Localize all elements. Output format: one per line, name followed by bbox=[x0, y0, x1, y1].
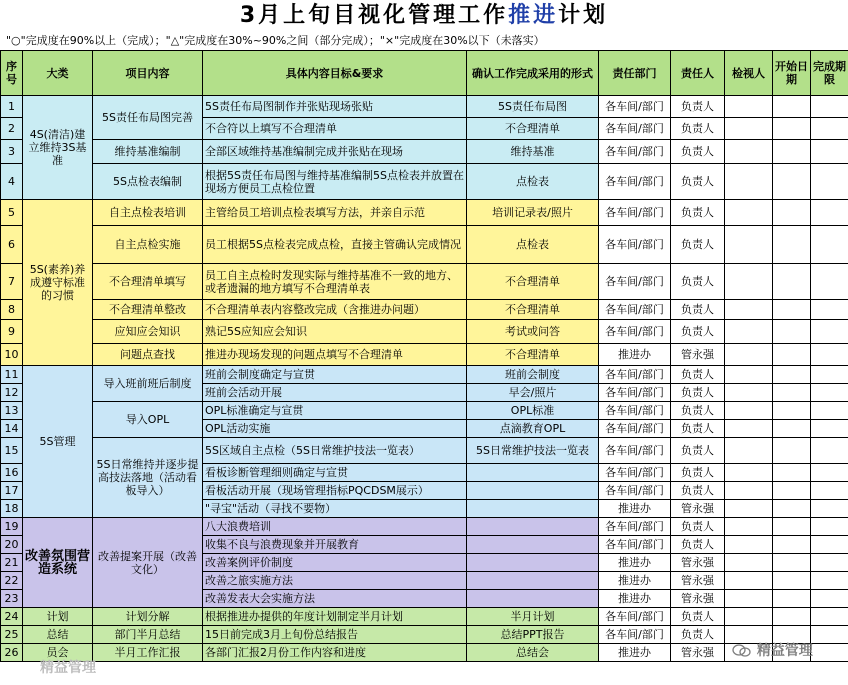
person-cell: 负责人 bbox=[671, 118, 725, 140]
reviewer-cell bbox=[725, 366, 773, 384]
deadline-cell bbox=[811, 118, 848, 140]
detail-cell: 根据推进办提供的年度计划制定半月计划 bbox=[203, 608, 467, 626]
start-date-cell bbox=[773, 344, 811, 366]
detail-cell: 15日前完成3月上旬份总结报告 bbox=[203, 626, 467, 644]
deadline-cell bbox=[811, 626, 848, 644]
start-date-cell bbox=[773, 226, 811, 264]
header-category: 大类 bbox=[23, 51, 93, 96]
form-cell: 半月计划 bbox=[467, 608, 599, 626]
item-cell: 改善提案开展（改善文化） bbox=[93, 518, 203, 608]
person-cell: 负责人 bbox=[671, 384, 725, 402]
deadline-cell bbox=[811, 226, 848, 264]
form-cell bbox=[467, 536, 599, 554]
reviewer-cell bbox=[725, 420, 773, 438]
person-cell: 负责人 bbox=[671, 200, 725, 226]
detail-cell: 推进办现场发现的问题点填写不合理清单 bbox=[203, 344, 467, 366]
reviewer-cell bbox=[725, 264, 773, 300]
dept-cell: 各车间/部门 bbox=[599, 140, 671, 164]
item-cell: 半月工作汇报 bbox=[93, 644, 203, 662]
deadline-cell bbox=[811, 164, 848, 200]
dept-cell: 各车间/部门 bbox=[599, 402, 671, 420]
title-text: 3月上旬目视化管理工作 bbox=[239, 3, 509, 28]
deadline-cell bbox=[811, 518, 848, 536]
table-row bbox=[1, 140, 848, 164]
start-date-cell bbox=[773, 482, 811, 500]
form-cell: 不合理清单 bbox=[467, 300, 599, 320]
row-no: 9 bbox=[1, 320, 23, 344]
reviewer-cell bbox=[725, 608, 773, 626]
reviewer-cell bbox=[725, 320, 773, 344]
form-cell: 点检表 bbox=[467, 164, 599, 200]
item-cell: 不合理清单填写 bbox=[93, 264, 203, 300]
item-cell: 不合理清单整改 bbox=[93, 300, 203, 320]
dept-cell: 各车间/部门 bbox=[599, 320, 671, 344]
deadline-cell bbox=[811, 536, 848, 554]
dept-cell: 各车间/部门 bbox=[599, 464, 671, 482]
reviewer-cell bbox=[725, 164, 773, 200]
detail-cell: 看板诊断管理细则确定与宣贯 bbox=[203, 464, 467, 482]
dept-cell: 各车间/部门 bbox=[599, 420, 671, 438]
form-cell bbox=[467, 464, 599, 482]
person-cell: 负责人 bbox=[671, 300, 725, 320]
row-no: 18 bbox=[1, 500, 23, 518]
deadline-cell bbox=[811, 464, 848, 482]
detail-cell: 各部门汇报2月份工作内容和进度 bbox=[203, 644, 467, 662]
deadline-cell bbox=[811, 384, 848, 402]
person-cell: 管永强 bbox=[671, 554, 725, 572]
form-cell: 不合理清单 bbox=[467, 344, 599, 366]
title-suffix: 计划 bbox=[558, 3, 609, 28]
row-no: 8 bbox=[1, 300, 23, 320]
start-date-cell bbox=[773, 200, 811, 226]
row-no: 23 bbox=[1, 590, 23, 608]
header-person: 责任人 bbox=[671, 51, 725, 96]
person-cell: 负责人 bbox=[671, 536, 725, 554]
table-row bbox=[1, 164, 848, 200]
deadline-cell bbox=[811, 608, 848, 626]
deadline-cell bbox=[811, 366, 848, 384]
form-cell bbox=[467, 518, 599, 536]
detail-cell: 改善案例评价制度 bbox=[203, 554, 467, 572]
form-cell: 维持基准 bbox=[467, 140, 599, 164]
reviewer-cell bbox=[725, 464, 773, 482]
detail-cell: OPL标准确定与宣贯 bbox=[203, 402, 467, 420]
start-date-cell bbox=[773, 164, 811, 200]
row-no: 13 bbox=[1, 402, 23, 420]
row-no: 21 bbox=[1, 554, 23, 572]
item-cell: 应知应会知识 bbox=[93, 320, 203, 344]
item-cell: 自主点检表培训 bbox=[93, 200, 203, 226]
row-no: 1 bbox=[1, 96, 23, 118]
reviewer-cell bbox=[725, 500, 773, 518]
person-cell: 负责人 bbox=[671, 96, 725, 118]
detail-cell: 看板活动开展（现场管理指标PQCDSM展示） bbox=[203, 482, 467, 500]
dept-cell: 推进办 bbox=[599, 644, 671, 662]
header-form: 确认工作完成采用的形式 bbox=[467, 51, 599, 96]
row-no: 10 bbox=[1, 344, 23, 366]
person-cell: 负责人 bbox=[671, 366, 725, 384]
reviewer-cell bbox=[725, 140, 773, 164]
dept-cell: 各车间/部门 bbox=[599, 438, 671, 464]
detail-cell: 熟记5S应知应会知识 bbox=[203, 320, 467, 344]
page-title bbox=[0, 0, 848, 32]
deadline-cell bbox=[811, 200, 848, 226]
form-cell bbox=[467, 590, 599, 608]
start-date-cell bbox=[773, 264, 811, 300]
start-date-cell bbox=[773, 140, 811, 164]
start-date-cell bbox=[773, 366, 811, 384]
form-cell: 点检表 bbox=[467, 226, 599, 264]
deadline-cell bbox=[811, 554, 848, 572]
person-cell: 负责人 bbox=[671, 226, 725, 264]
table-row bbox=[1, 344, 848, 366]
person-cell: 管永强 bbox=[671, 590, 725, 608]
detail-cell: 收集不良与浪费现象并开展教育 bbox=[203, 536, 467, 554]
row-no: 15 bbox=[1, 438, 23, 464]
dept-cell: 各车间/部门 bbox=[599, 366, 671, 384]
item-cell: 部门半月总结 bbox=[93, 626, 203, 644]
dept-cell: 推进办 bbox=[599, 500, 671, 518]
form-cell: 不合理清单 bbox=[467, 264, 599, 300]
person-cell: 负责人 bbox=[671, 320, 725, 344]
detail-cell: 班前会活动开展 bbox=[203, 384, 467, 402]
detail-cell: "寻宝"活动（寻找不要物） bbox=[203, 500, 467, 518]
deadline-cell bbox=[811, 264, 848, 300]
plan-table bbox=[0, 50, 848, 662]
start-date-cell bbox=[773, 554, 811, 572]
person-cell: 负责人 bbox=[671, 626, 725, 644]
detail-cell: 5S区域自主点检（5S日常维护技法一览表） bbox=[203, 438, 467, 464]
detail-cell: 不合理清单表内容整改完成（含推进办问题） bbox=[203, 300, 467, 320]
reviewer-cell bbox=[725, 118, 773, 140]
watermark-right bbox=[732, 640, 813, 660]
dept-cell: 各车间/部门 bbox=[599, 536, 671, 554]
start-date-cell bbox=[773, 96, 811, 118]
table-row bbox=[1, 320, 848, 344]
start-date-cell bbox=[773, 572, 811, 590]
detail-cell: 班前会制度确定与宣贯 bbox=[203, 366, 467, 384]
category-cell: 5S(素养)养成遵守标准的习惯 bbox=[23, 200, 93, 366]
start-date-cell bbox=[773, 402, 811, 420]
title-highlight: 推进 bbox=[508, 3, 559, 28]
row-no: 26 bbox=[1, 644, 23, 662]
header-dept: 责任部门 bbox=[599, 51, 671, 96]
deadline-cell bbox=[811, 96, 848, 118]
dept-cell: 各车间/部门 bbox=[599, 384, 671, 402]
row-no: 14 bbox=[1, 420, 23, 438]
deadline-cell bbox=[811, 300, 848, 320]
header-reviewer: 检视人 bbox=[725, 51, 773, 96]
deadline-cell bbox=[811, 438, 848, 464]
dept-cell: 各车间/部门 bbox=[599, 300, 671, 320]
category-cell: 4S(清洁)建立维持3S基准 bbox=[23, 96, 93, 200]
deadline-cell bbox=[811, 402, 848, 420]
reviewer-cell bbox=[725, 482, 773, 500]
dept-cell: 各车间/部门 bbox=[599, 264, 671, 300]
detail-cell: 员工自主点检时发现实际与维持基准不一致的地方、或者遗漏的地方填写不合理清单表 bbox=[203, 264, 467, 300]
person-cell: 管永强 bbox=[671, 500, 725, 518]
reviewer-cell bbox=[725, 384, 773, 402]
person-cell: 负责人 bbox=[671, 420, 725, 438]
detail-cell: 改善发表大会实施方法 bbox=[203, 590, 467, 608]
dept-cell: 推进办 bbox=[599, 344, 671, 366]
start-date-cell bbox=[773, 536, 811, 554]
wechat-icon bbox=[732, 644, 752, 658]
table-row bbox=[1, 626, 848, 644]
category-cell: 总结 bbox=[23, 626, 93, 644]
row-no: 4 bbox=[1, 164, 23, 200]
watermark-right-text: 精益管理 bbox=[756, 643, 813, 659]
category-cell: 员会 bbox=[23, 644, 93, 662]
form-cell: 不合理清单 bbox=[467, 118, 599, 140]
row-no: 24 bbox=[1, 608, 23, 626]
start-date-cell bbox=[773, 438, 811, 464]
reviewer-cell bbox=[725, 402, 773, 420]
header-start-date: 开始日期 bbox=[773, 51, 811, 96]
header-item: 项目内容 bbox=[93, 51, 203, 96]
row-no: 2 bbox=[1, 118, 23, 140]
form-cell bbox=[467, 500, 599, 518]
person-cell: 负责人 bbox=[671, 264, 725, 300]
table-row bbox=[1, 96, 848, 118]
detail-cell: 不合符以上填写不合理清单 bbox=[203, 118, 467, 140]
start-date-cell bbox=[773, 384, 811, 402]
form-cell: 总结会 bbox=[467, 644, 599, 662]
row-no: 17 bbox=[1, 482, 23, 500]
reviewer-cell bbox=[725, 536, 773, 554]
dept-cell: 各车间/部门 bbox=[599, 118, 671, 140]
dept-cell: 各车间/部门 bbox=[599, 164, 671, 200]
detail-cell: 员工根据5S点检表完成点检，直接主管确认完成情况 bbox=[203, 226, 467, 264]
category-cell: 5S管理 bbox=[23, 366, 93, 518]
dept-cell: 推进办 bbox=[599, 590, 671, 608]
row-no: 6 bbox=[1, 226, 23, 264]
deadline-cell bbox=[811, 644, 848, 662]
person-cell: 负责人 bbox=[671, 482, 725, 500]
deadline-cell bbox=[811, 590, 848, 608]
row-no: 5 bbox=[1, 200, 23, 226]
detail-cell: 5S责任布局图制作并张贴现场张贴 bbox=[203, 96, 467, 118]
dept-cell: 各车间/部门 bbox=[599, 226, 671, 264]
deadline-cell bbox=[811, 320, 848, 344]
row-no: 11 bbox=[1, 366, 23, 384]
deadline-cell bbox=[811, 482, 848, 500]
detail-cell: 根据5S责任布局图与维持基准编制5S点检表并放置在现场方便员工点检位置 bbox=[203, 164, 467, 200]
row-no: 25 bbox=[1, 626, 23, 644]
reviewer-cell bbox=[725, 300, 773, 320]
category-cell: 计划 bbox=[23, 608, 93, 626]
form-cell: 点滴教育OPL bbox=[467, 420, 599, 438]
detail-cell: 主管给员工培训点检表填写方法，并亲自示范 bbox=[203, 200, 467, 226]
person-cell: 负责人 bbox=[671, 518, 725, 536]
deadline-cell bbox=[811, 500, 848, 518]
deadline-cell bbox=[811, 140, 848, 164]
deadline-cell bbox=[811, 572, 848, 590]
dept-cell: 各车间/部门 bbox=[599, 518, 671, 536]
item-cell: 导入班前班后制度 bbox=[93, 366, 203, 402]
header-detail: 具体内容目标&要求 bbox=[203, 51, 467, 96]
table-row bbox=[1, 366, 848, 384]
reviewer-cell bbox=[725, 200, 773, 226]
dept-cell: 各车间/部门 bbox=[599, 96, 671, 118]
dept-cell: 各车间/部门 bbox=[599, 608, 671, 626]
reviewer-cell bbox=[725, 554, 773, 572]
detail-cell: 全部区域维持基准编制完成并张贴在现场 bbox=[203, 140, 467, 164]
item-cell: 5S日常维持并逐步提高技法落地（活动看板导入） bbox=[93, 438, 203, 518]
row-no: 12 bbox=[1, 384, 23, 402]
form-cell bbox=[467, 554, 599, 572]
start-date-cell bbox=[773, 300, 811, 320]
table-row bbox=[1, 608, 848, 626]
table-row bbox=[1, 226, 848, 264]
form-cell: 早会/照片 bbox=[467, 384, 599, 402]
watermark-left: 精益管理 bbox=[40, 660, 96, 676]
detail-cell: OPL活动实施 bbox=[203, 420, 467, 438]
table-row bbox=[1, 300, 848, 320]
item-cell: 导入OPL bbox=[93, 402, 203, 438]
reviewer-cell bbox=[725, 344, 773, 366]
reviewer-cell bbox=[725, 572, 773, 590]
start-date-cell bbox=[773, 590, 811, 608]
item-cell: 5S点检表编制 bbox=[93, 164, 203, 200]
person-cell: 管永强 bbox=[671, 572, 725, 590]
table-row bbox=[1, 264, 848, 300]
reviewer-cell bbox=[725, 96, 773, 118]
person-cell: 管永强 bbox=[671, 644, 725, 662]
dept-cell: 各车间/部门 bbox=[599, 482, 671, 500]
form-cell: 培训记录表/照片 bbox=[467, 200, 599, 226]
item-cell: 问题点查找 bbox=[93, 344, 203, 366]
dept-cell: 推进办 bbox=[599, 554, 671, 572]
person-cell: 管永强 bbox=[671, 344, 725, 366]
start-date-cell bbox=[773, 518, 811, 536]
start-date-cell bbox=[773, 608, 811, 626]
start-date-cell bbox=[773, 420, 811, 438]
form-cell bbox=[467, 482, 599, 500]
detail-cell: 八大浪费培训 bbox=[203, 518, 467, 536]
form-cell: 5S日常维护技法一览表 bbox=[467, 438, 599, 464]
reviewer-cell bbox=[725, 590, 773, 608]
item-cell: 计划分解 bbox=[93, 608, 203, 626]
table-row bbox=[1, 200, 848, 226]
reviewer-cell bbox=[725, 438, 773, 464]
person-cell: 负责人 bbox=[671, 438, 725, 464]
table-row bbox=[1, 518, 848, 536]
form-cell: 考试或问答 bbox=[467, 320, 599, 344]
row-no: 16 bbox=[1, 464, 23, 482]
header-deadline: 完成期限 bbox=[811, 51, 848, 96]
form-cell: 5S责任布局图 bbox=[467, 96, 599, 118]
person-cell: 负责人 bbox=[671, 464, 725, 482]
row-no: 19 bbox=[1, 518, 23, 536]
completion-legend: "○"完成度在90%以上（完成）；"△"完成度在30%~90%之间（部分完成）；"×"完成度在30%以下（未落实） bbox=[6, 34, 545, 47]
row-no: 7 bbox=[1, 264, 23, 300]
person-cell: 负责人 bbox=[671, 140, 725, 164]
start-date-cell bbox=[773, 320, 811, 344]
start-date-cell bbox=[773, 500, 811, 518]
person-cell: 负责人 bbox=[671, 608, 725, 626]
item-cell: 维持基准编制 bbox=[93, 140, 203, 164]
detail-cell: 改善之旅实施方法 bbox=[203, 572, 467, 590]
row-no: 3 bbox=[1, 140, 23, 164]
header-no: 序号 bbox=[1, 51, 23, 96]
start-date-cell bbox=[773, 118, 811, 140]
dept-cell: 各车间/部门 bbox=[599, 200, 671, 226]
table-row bbox=[1, 438, 848, 464]
person-cell: 负责人 bbox=[671, 164, 725, 200]
row-no: 22 bbox=[1, 572, 23, 590]
form-cell: 班前会制度 bbox=[467, 366, 599, 384]
table-row bbox=[1, 402, 848, 420]
reviewer-cell bbox=[725, 226, 773, 264]
row-no: 20 bbox=[1, 536, 23, 554]
item-cell: 5S责任布局图完善 bbox=[93, 96, 203, 140]
start-date-cell bbox=[773, 464, 811, 482]
category-cell: 改善氛围营造系统 bbox=[23, 518, 93, 608]
header-row bbox=[1, 51, 848, 96]
dept-cell: 各车间/部门 bbox=[599, 626, 671, 644]
reviewer-cell bbox=[725, 518, 773, 536]
deadline-cell bbox=[811, 420, 848, 438]
dept-cell: 推进办 bbox=[599, 572, 671, 590]
form-cell: 总结PPT报告 bbox=[467, 626, 599, 644]
person-cell: 负责人 bbox=[671, 402, 725, 420]
form-cell: OPL标准 bbox=[467, 402, 599, 420]
deadline-cell bbox=[811, 344, 848, 366]
item-cell: 自主点检实施 bbox=[93, 226, 203, 264]
table-row bbox=[1, 644, 848, 662]
form-cell bbox=[467, 572, 599, 590]
